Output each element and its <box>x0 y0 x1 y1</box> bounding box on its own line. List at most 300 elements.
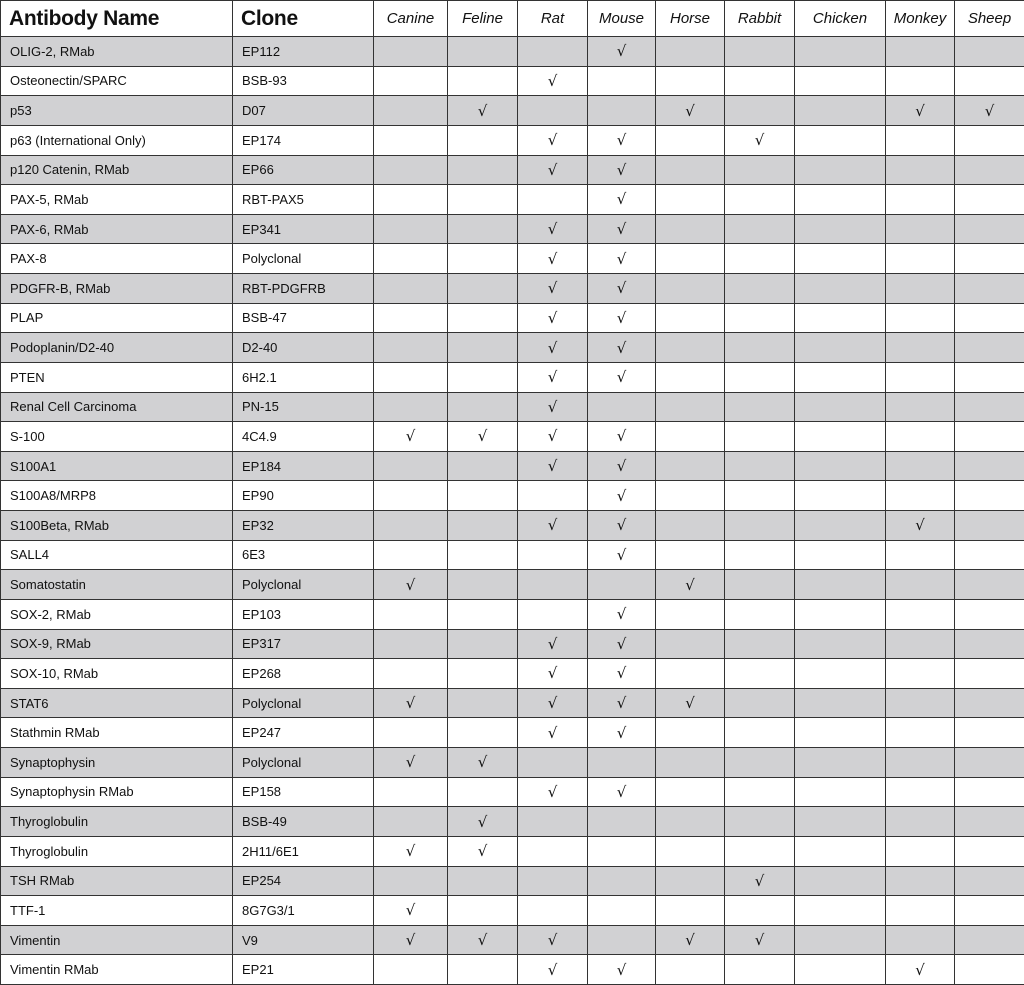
clone-cell: EP341 <box>233 214 374 244</box>
reactivity-cell-rat <box>518 333 588 363</box>
clone-cell: EP247 <box>233 718 374 748</box>
check-mark-icon: √ <box>616 545 627 564</box>
check-mark-icon: √ <box>616 308 627 327</box>
reactivity-cell-rat <box>518 451 588 481</box>
reactivity-cell-chicken <box>795 570 886 600</box>
reactivity-cell-feline <box>448 244 518 274</box>
reactivity-cell-sheep <box>955 451 1024 481</box>
clone-cell: EP21 <box>233 955 374 985</box>
antibody-name-cell: PAX-6, RMab <box>1 214 233 244</box>
reactivity-cell-rabbit <box>725 836 795 866</box>
reactivity-cell-horse <box>656 96 725 126</box>
check-mark-icon: √ <box>405 931 416 950</box>
reactivity-cell-canine <box>374 540 448 570</box>
reactivity-cell-monkey <box>886 303 955 333</box>
reactivity-cell-mouse <box>588 155 656 185</box>
reactivity-cell-sheep <box>955 836 1024 866</box>
reactivity-cell-monkey <box>886 274 955 304</box>
clone-cell: EP174 <box>233 125 374 155</box>
table-row <box>1 185 1024 215</box>
check-mark-icon: √ <box>547 664 558 683</box>
reactivity-cell-chicken <box>795 659 886 689</box>
check-mark-icon: √ <box>547 960 558 979</box>
reactivity-cell-sheep <box>955 748 1024 778</box>
reactivity-cell-horse <box>656 422 725 452</box>
antibody-name-cell: S-100 <box>1 422 233 452</box>
reactivity-cell-rat <box>518 925 588 955</box>
reactivity-cell-monkey <box>886 392 955 422</box>
reactivity-cell-rat <box>518 392 588 422</box>
reactivity-cell-feline <box>448 925 518 955</box>
reactivity-cell-rabbit <box>725 214 795 244</box>
table-row <box>1 866 1024 896</box>
reactivity-cell-feline <box>448 37 518 67</box>
table-row <box>1 925 1024 955</box>
reactivity-cell-rat <box>518 896 588 926</box>
reactivity-cell-sheep <box>955 896 1024 926</box>
reactivity-cell-horse <box>656 955 725 985</box>
check-mark-icon: √ <box>405 901 416 920</box>
reactivity-cell-chicken <box>795 688 886 718</box>
antibody-name-cell: PLAP <box>1 303 233 333</box>
antibody-name-cell: SALL4 <box>1 540 233 570</box>
reactivity-cell-rabbit <box>725 718 795 748</box>
reactivity-cell-monkey <box>886 155 955 185</box>
reactivity-cell-mouse <box>588 777 656 807</box>
reactivity-cell-horse <box>656 66 725 96</box>
reactivity-cell-chicken <box>795 392 886 422</box>
reactivity-cell-sheep <box>955 718 1024 748</box>
reactivity-cell-feline <box>448 333 518 363</box>
reactivity-cell-rat <box>518 748 588 778</box>
reactivity-cell-feline <box>448 214 518 244</box>
reactivity-cell-rabbit <box>725 392 795 422</box>
reactivity-cell-rabbit <box>725 896 795 926</box>
reactivity-cell-chicken <box>795 96 886 126</box>
table-body <box>1 37 1024 985</box>
table-row <box>1 362 1024 392</box>
check-mark-icon: √ <box>547 634 558 653</box>
check-mark-icon: √ <box>616 694 627 713</box>
reactivity-cell-rat <box>518 718 588 748</box>
reactivity-cell-chicken <box>795 422 886 452</box>
check-mark-icon: √ <box>477 931 488 950</box>
clone-cell: Polyclonal <box>233 570 374 600</box>
reactivity-cell-canine <box>374 451 448 481</box>
reactivity-cell-sheep <box>955 540 1024 570</box>
reactivity-cell-sheep <box>955 214 1024 244</box>
reactivity-cell-canine <box>374 836 448 866</box>
reactivity-cell-monkey <box>886 451 955 481</box>
reactivity-cell-mouse <box>588 96 656 126</box>
reactivity-cell-feline <box>448 718 518 748</box>
reactivity-cell-canine <box>374 37 448 67</box>
reactivity-cell-canine <box>374 629 448 659</box>
reactivity-cell-chicken <box>795 896 886 926</box>
reactivity-cell-mouse <box>588 896 656 926</box>
check-mark-icon: √ <box>547 368 558 387</box>
reactivity-cell-mouse <box>588 955 656 985</box>
reactivity-cell-horse <box>656 333 725 363</box>
reactivity-cell-rabbit <box>725 244 795 274</box>
reactivity-cell-mouse <box>588 274 656 304</box>
reactivity-cell-chicken <box>795 866 886 896</box>
reactivity-cell-feline <box>448 511 518 541</box>
reactivity-cell-canine <box>374 807 448 837</box>
reactivity-cell-horse <box>656 896 725 926</box>
reactivity-cell-horse <box>656 362 725 392</box>
check-mark-icon: √ <box>547 160 558 179</box>
header-row <box>1 1 1024 37</box>
reactivity-cell-monkey <box>886 185 955 215</box>
reactivity-cell-canine <box>374 481 448 511</box>
reactivity-cell-chicken <box>795 66 886 96</box>
antibody-name-cell: STAT6 <box>1 688 233 718</box>
check-mark-icon: √ <box>616 960 627 979</box>
header-species-mouse: Mouse <box>588 1 656 37</box>
reactivity-cell-horse <box>656 37 725 67</box>
antibody-name-cell: PAX-8 <box>1 244 233 274</box>
reactivity-cell-sheep <box>955 303 1024 333</box>
reactivity-cell-horse <box>656 511 725 541</box>
reactivity-cell-mouse <box>588 599 656 629</box>
table-row <box>1 96 1024 126</box>
check-mark-icon: √ <box>547 220 558 239</box>
check-mark-icon: √ <box>685 101 695 120</box>
table-row <box>1 570 1024 600</box>
reactivity-cell-monkey <box>886 659 955 689</box>
reactivity-cell-rabbit <box>725 866 795 896</box>
reactivity-cell-canine <box>374 955 448 985</box>
check-mark-icon: √ <box>616 249 627 268</box>
reactivity-cell-rat <box>518 244 588 274</box>
reactivity-cell-rabbit <box>725 511 795 541</box>
reactivity-cell-rat <box>518 214 588 244</box>
reactivity-cell-rat <box>518 66 588 96</box>
reactivity-cell-mouse <box>588 214 656 244</box>
reactivity-cell-horse <box>656 540 725 570</box>
reactivity-cell-rabbit <box>725 629 795 659</box>
reactivity-cell-monkey <box>886 955 955 985</box>
check-mark-icon: √ <box>616 338 627 357</box>
reactivity-cell-monkey <box>886 244 955 274</box>
antibody-name-cell: Thyroglobulin <box>1 807 233 837</box>
reactivity-cell-mouse <box>588 244 656 274</box>
reactivity-cell-horse <box>656 185 725 215</box>
check-mark-icon: √ <box>616 190 627 209</box>
reactivity-cell-feline <box>448 481 518 511</box>
reactivity-cell-rat <box>518 274 588 304</box>
clone-cell: EP317 <box>233 629 374 659</box>
reactivity-cell-horse <box>656 570 725 600</box>
antibody-name-cell: TTF-1 <box>1 896 233 926</box>
reactivity-cell-chicken <box>795 214 886 244</box>
reactivity-cell-rabbit <box>725 925 795 955</box>
clone-cell: EP90 <box>233 481 374 511</box>
reactivity-cell-canine <box>374 659 448 689</box>
table-row <box>1 955 1024 985</box>
reactivity-cell-feline <box>448 629 518 659</box>
reactivity-cell-rat <box>518 866 588 896</box>
check-mark-icon: √ <box>477 812 488 831</box>
table-row <box>1 540 1024 570</box>
reactivity-cell-rabbit <box>725 96 795 126</box>
reactivity-cell-horse <box>656 748 725 778</box>
reactivity-cell-rabbit <box>725 659 795 689</box>
antibody-name-cell: Thyroglobulin <box>1 836 233 866</box>
header-species-feline: Feline <box>448 1 518 37</box>
reactivity-cell-chicken <box>795 37 886 67</box>
reactivity-cell-chicken <box>795 925 886 955</box>
check-mark-icon: √ <box>477 753 488 772</box>
check-mark-icon: √ <box>616 42 627 61</box>
reactivity-cell-sheep <box>955 599 1024 629</box>
reactivity-cell-mouse <box>588 392 656 422</box>
reactivity-cell-mouse <box>588 333 656 363</box>
table-row <box>1 244 1024 274</box>
reactivity-cell-sheep <box>955 481 1024 511</box>
reactivity-cell-horse <box>656 155 725 185</box>
reactivity-cell-chicken <box>795 274 886 304</box>
antibody-name-cell: SOX-10, RMab <box>1 659 233 689</box>
antibody-name-cell: p53 <box>1 96 233 126</box>
table-row <box>1 214 1024 244</box>
reactivity-cell-monkey <box>886 570 955 600</box>
check-mark-icon: √ <box>616 664 627 683</box>
check-mark-icon: √ <box>547 782 558 801</box>
reactivity-cell-sheep <box>955 185 1024 215</box>
reactivity-cell-rat <box>518 807 588 837</box>
table-row <box>1 511 1024 541</box>
table-row <box>1 777 1024 807</box>
reactivity-cell-rabbit <box>725 66 795 96</box>
reactivity-cell-chicken <box>795 481 886 511</box>
clone-cell: Polyclonal <box>233 244 374 274</box>
reactivity-cell-monkey <box>886 37 955 67</box>
check-mark-icon: √ <box>754 931 765 950</box>
check-mark-icon: √ <box>405 842 416 861</box>
antibody-name-cell: S100A1 <box>1 451 233 481</box>
check-mark-icon: √ <box>405 575 416 594</box>
antibody-name-cell: Vimentin RMab <box>1 955 233 985</box>
check-mark-icon: √ <box>616 160 627 179</box>
table-row <box>1 748 1024 778</box>
header-species-rabbit: Rabbit <box>725 1 795 37</box>
reactivity-cell-mouse <box>588 570 656 600</box>
reactivity-cell-mouse <box>588 66 656 96</box>
reactivity-cell-mouse <box>588 37 656 67</box>
reactivity-cell-feline <box>448 570 518 600</box>
reactivity-cell-horse <box>656 274 725 304</box>
check-mark-icon: √ <box>547 457 558 476</box>
reactivity-cell-sheep <box>955 777 1024 807</box>
reactivity-cell-canine <box>374 185 448 215</box>
clone-cell: EP158 <box>233 777 374 807</box>
reactivity-cell-chicken <box>795 303 886 333</box>
check-mark-icon: √ <box>477 842 488 861</box>
reactivity-cell-feline <box>448 599 518 629</box>
reactivity-cell-monkey <box>886 777 955 807</box>
check-mark-icon: √ <box>616 457 627 476</box>
clone-cell: RBT-PDGFRB <box>233 274 374 304</box>
reactivity-cell-rat <box>518 540 588 570</box>
antibody-name-cell: Renal Cell Carcinoma <box>1 392 233 422</box>
reactivity-cell-mouse <box>588 866 656 896</box>
reactivity-cell-horse <box>656 451 725 481</box>
clone-cell: D2-40 <box>233 333 374 363</box>
reactivity-cell-rat <box>518 659 588 689</box>
reactivity-cell-sheep <box>955 66 1024 96</box>
reactivity-cell-feline <box>448 392 518 422</box>
antibody-name-cell: Osteonectin/SPARC <box>1 66 233 96</box>
reactivity-cell-rabbit <box>725 333 795 363</box>
reactivity-cell-sheep <box>955 392 1024 422</box>
table-row <box>1 155 1024 185</box>
header-species-chicken: Chicken <box>795 1 886 37</box>
reactivity-cell-rat <box>518 362 588 392</box>
reactivity-cell-feline <box>448 659 518 689</box>
reactivity-cell-canine <box>374 303 448 333</box>
reactivity-cell-sheep <box>955 629 1024 659</box>
check-mark-icon: √ <box>547 694 558 713</box>
reactivity-cell-rabbit <box>725 274 795 304</box>
reactivity-cell-canine <box>374 570 448 600</box>
clone-cell: 6E3 <box>233 540 374 570</box>
check-mark-icon: √ <box>616 723 627 742</box>
check-mark-icon: √ <box>616 782 627 801</box>
check-mark-icon: √ <box>616 368 627 387</box>
table-row <box>1 37 1024 67</box>
reactivity-cell-canine <box>374 599 448 629</box>
reactivity-cell-chicken <box>795 244 886 274</box>
antibody-name-cell: S100Beta, RMab <box>1 511 233 541</box>
reactivity-cell-monkey <box>886 718 955 748</box>
reactivity-cell-monkey <box>886 540 955 570</box>
clone-cell: EP254 <box>233 866 374 896</box>
reactivity-cell-sheep <box>955 125 1024 155</box>
reactivity-cell-canine <box>374 777 448 807</box>
clone-cell: RBT-PAX5 <box>233 185 374 215</box>
reactivity-cell-canine <box>374 66 448 96</box>
header-species-sheep: Sheep <box>955 1 1024 37</box>
reactivity-cell-canine <box>374 274 448 304</box>
reactivity-cell-rabbit <box>725 540 795 570</box>
reactivity-cell-chicken <box>795 629 886 659</box>
reactivity-cell-canine <box>374 866 448 896</box>
check-mark-icon: √ <box>685 931 695 950</box>
reactivity-cell-sheep <box>955 333 1024 363</box>
table-row <box>1 599 1024 629</box>
header-antibody-name: Antibody Name <box>1 1 233 37</box>
reactivity-cell-monkey <box>886 866 955 896</box>
check-mark-icon: √ <box>547 71 558 90</box>
reactivity-cell-canine <box>374 96 448 126</box>
reactivity-cell-rat <box>518 688 588 718</box>
antibody-name-cell: p120 Catenin, RMab <box>1 155 233 185</box>
reactivity-cell-canine <box>374 748 448 778</box>
antibody-name-cell: Vimentin <box>1 925 233 955</box>
reactivity-cell-chicken <box>795 540 886 570</box>
reactivity-cell-rabbit <box>725 955 795 985</box>
reactivity-cell-feline <box>448 896 518 926</box>
check-mark-icon: √ <box>616 634 627 653</box>
reactivity-cell-horse <box>656 392 725 422</box>
clone-cell: EP112 <box>233 37 374 67</box>
reactivity-cell-monkey <box>886 96 955 126</box>
reactivity-cell-horse <box>656 303 725 333</box>
table-row <box>1 807 1024 837</box>
reactivity-cell-rabbit <box>725 807 795 837</box>
reactivity-cell-rat <box>518 96 588 126</box>
reactivity-cell-sheep <box>955 274 1024 304</box>
clone-cell: EP268 <box>233 659 374 689</box>
check-mark-icon: √ <box>405 427 416 446</box>
check-mark-icon: √ <box>547 931 558 950</box>
reactivity-cell-canine <box>374 155 448 185</box>
check-mark-icon: √ <box>915 516 925 535</box>
clone-cell: EP184 <box>233 451 374 481</box>
clone-cell: BSB-49 <box>233 807 374 837</box>
check-mark-icon: √ <box>616 279 627 298</box>
antibody-name-cell: TSH RMab <box>1 866 233 896</box>
reactivity-cell-feline <box>448 540 518 570</box>
reactivity-cell-rabbit <box>725 599 795 629</box>
antibody-name-cell: Podoplanin/D2-40 <box>1 333 233 363</box>
antibody-name-cell: p63 (International Only) <box>1 125 233 155</box>
table-row <box>1 392 1024 422</box>
reactivity-cell-canine <box>374 125 448 155</box>
reactivity-cell-canine <box>374 896 448 926</box>
header-species-rat: Rat <box>518 1 588 37</box>
reactivity-cell-mouse <box>588 718 656 748</box>
table-row <box>1 836 1024 866</box>
reactivity-cell-monkey <box>886 66 955 96</box>
reactivity-cell-feline <box>448 125 518 155</box>
reactivity-cell-horse <box>656 925 725 955</box>
reactivity-cell-monkey <box>886 599 955 629</box>
antibody-name-cell: SOX-2, RMab <box>1 599 233 629</box>
reactivity-cell-monkey <box>886 214 955 244</box>
check-mark-icon: √ <box>547 249 558 268</box>
table-row <box>1 451 1024 481</box>
reactivity-cell-monkey <box>886 481 955 511</box>
reactivity-cell-mouse <box>588 481 656 511</box>
check-mark-icon: √ <box>477 101 488 120</box>
reactivity-cell-canine <box>374 718 448 748</box>
reactivity-cell-horse <box>656 718 725 748</box>
table-row <box>1 629 1024 659</box>
reactivity-cell-rat <box>518 955 588 985</box>
reactivity-cell-canine <box>374 392 448 422</box>
reactivity-cell-canine <box>374 333 448 363</box>
reactivity-cell-mouse <box>588 451 656 481</box>
reactivity-cell-chicken <box>795 155 886 185</box>
reactivity-cell-canine <box>374 244 448 274</box>
antibody-name-cell: PTEN <box>1 362 233 392</box>
antibody-name-cell: PDGFR-B, RMab <box>1 274 233 304</box>
reactivity-cell-feline <box>448 66 518 96</box>
reactivity-cell-sheep <box>955 422 1024 452</box>
antibody-name-cell: Somatostatin <box>1 570 233 600</box>
reactivity-cell-rat <box>518 422 588 452</box>
check-mark-icon: √ <box>547 131 558 150</box>
check-mark-icon: √ <box>616 605 627 624</box>
reactivity-cell-chicken <box>795 511 886 541</box>
reactivity-cell-feline <box>448 362 518 392</box>
reactivity-cell-chicken <box>795 599 886 629</box>
reactivity-cell-sheep <box>955 570 1024 600</box>
reactivity-cell-horse <box>656 777 725 807</box>
